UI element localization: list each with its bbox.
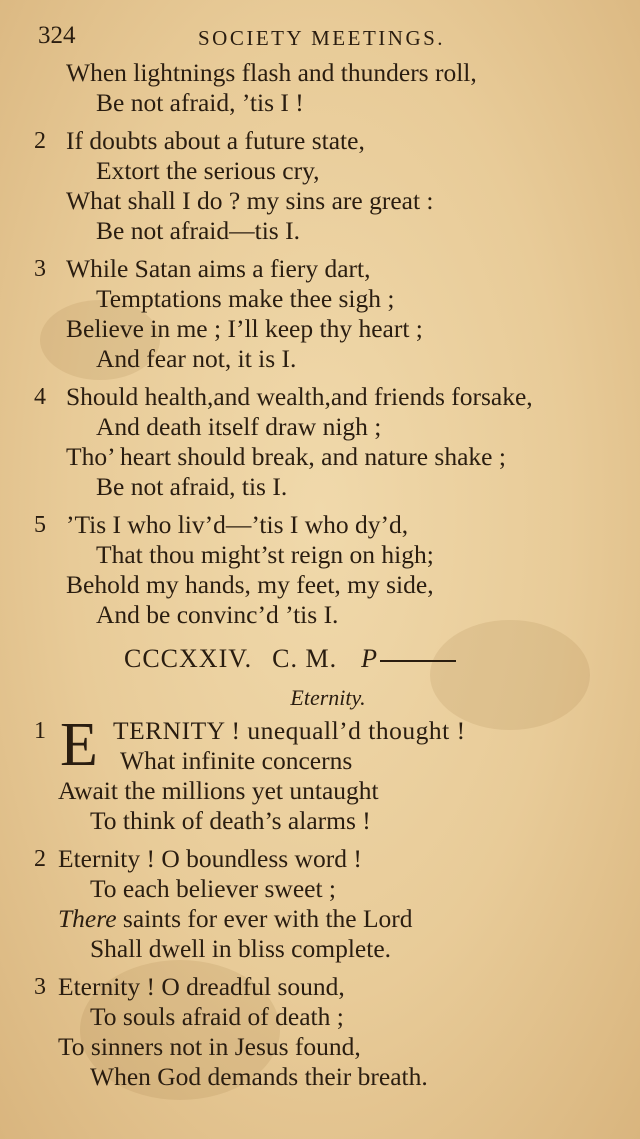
verse-line: 3 Eternity ! O dreadful sound, [34,972,345,1001]
verse-line: And death itself draw nigh ; [96,412,382,441]
verse-number: 4 [34,384,46,410]
verse-number: 5 [34,512,46,538]
verse-line: 5 ’Tis I who liv’d—’tis I who dy’d, [34,510,409,539]
page-content [0,58,640,1092]
verse-line: Await the millions yet untaught [58,776,379,805]
verse-line: Behold my hands, my feet, my side, [66,570,434,599]
verse-line: Extort the serious cry, [96,156,320,185]
verse-line: When lightnings flash and thunders roll, [66,58,477,87]
verse-line: Believe in me ; I’ll keep thy heart ; [66,314,423,343]
verse-line: 2 If doubts about a future state, [34,126,365,155]
verse-line: That thou might’st reign on high; [96,540,434,569]
verse-line: Shall dwell in bliss complete. [90,934,392,963]
verse-line: And be convinc’d ’tis I. [96,600,339,629]
verse-line: What shall I do ? my sins are great : [66,186,434,215]
drop-cap: E [60,711,98,779]
verse-line: To souls afraid of death ; [90,1002,344,1031]
verse-line: There saints for ever with the Lord [58,904,413,933]
page-header [38,22,580,54]
verse-line: 3 While Satan aims a fiery dart, [34,254,371,283]
verse-line: 4 Should health,and wealth,and friends forsake, [34,382,533,411]
hymn-heading [0,638,640,680]
hymn-number: CCCXXIV. [124,644,253,673]
hymn-meter: C. M. [272,644,338,673]
verse-number: 2 [34,846,46,872]
verse-number: 1 [34,718,46,744]
running-title: SOCIETY MEETINGS. [198,26,446,50]
verse-number: 3 [34,256,46,282]
verse-line: To each believer sweet ; [90,874,337,903]
verse-line: Tho’ heart should break, and nature shake ; [66,442,506,471]
verse-number: 2 [34,128,46,154]
verse-number: 3 [34,974,46,1000]
verse-line: Be not afraid, tis I. [96,472,288,501]
verse-line: To sinners not in Jesus found, [58,1032,361,1061]
verse-line: And fear not, it is I. [96,344,297,373]
page-number: 324 [38,22,76,49]
verse-line: Temptations make thee sigh ; [96,284,395,313]
verse-line: Be not afraid, ’tis I ! [96,88,304,117]
verse-line: 2 Eternity ! O boundless word ! [34,844,362,873]
hymn-tune: P [361,644,379,673]
verse-line: To think of death’s alarms ! [90,806,371,835]
hymn-subtitle: Eternity. [290,685,366,710]
verse-line: What infinite concerns [120,746,353,775]
verse-line: Be not afraid—tis I. [96,216,300,245]
tune-dash [380,660,456,662]
verse-line: 1 E TERNITY ! unequall’d thought ! [34,711,466,779]
verse-line: When God demands their breath. [90,1062,428,1091]
